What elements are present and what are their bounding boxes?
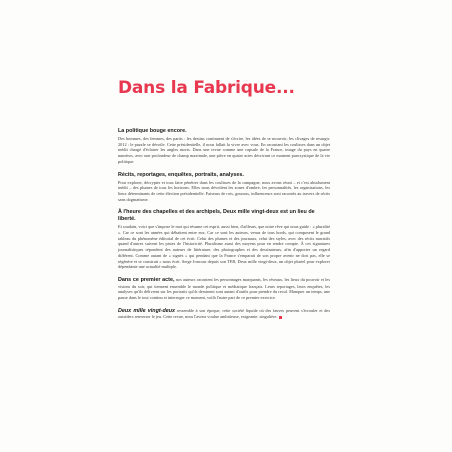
section-heading: À l'heure des chapelles et des archipels, Deux mille vingt-deux est un lieu de liberté. [118, 209, 315, 223]
section-closing [118, 308, 330, 320]
section-reports [118, 172, 330, 203]
article-body [118, 128, 330, 327]
inline-lead: Dans ce premier acte, [118, 276, 175, 283]
page-title: Dans la Fabrique... [118, 78, 295, 98]
inline-lead: Deux mille vingt-deux [118, 307, 176, 314]
section-paragraph [118, 277, 330, 301]
section-heading: La politique bouge encore. [118, 128, 187, 134]
section-heading: Récits, reportages, enquêtes, portraits, analyses. [118, 171, 244, 178]
section-paragraph: Et soudain, voici que s'impose le mot qui résume cet esprit, aussi bien, d'ailleurs, que notre rêve qui nous guide : « pluralité ». Car ce sont les années qui débattent entre eux. Car ce sont les auteurs, venus de tous bords, qui composent le grand tableau du phénomène éditorial de cet écrit. Celui des plumes et des journaux, celui des styles, avec des récits narratifs quand d'autres suivent les pistes de l'historicité. Pluralisme aussi des moyens pour en rendre compte. À ces signatures journalistiques répondent des auteurs de littérature, des photographes et des dessinateurs, afin d'apporter un regard différent. Comme autant de « signés » qui pendant que la France s'emparait de son propre avenir ne dort pas, elle se régénère et se construit « nous écrit. Serge Joncour depuis son TER, Deux mille vingt-deux, un objet pluriel pour explorer dépendante une actualité multiple. [118, 224, 330, 270]
section-paragraph: Des hommes, des femmes, des partis : les destins continuent de s'écrire, les idées de se mouvoir, les clivages de resurgir. 2012 : le puzzle se dévoile. Cette présidentielle, il nous fallait la vivre avec vous. En racontant les coulisses dans un objet inédit chargé d'éclairer les angles morts. Dans une revue comme une capsule de la France, image du pays en quatre numéros, avec une profondeur de champ maximale, une pièce en quatre actes décrivant ce moment paroxystique de la vie politique. [118, 136, 330, 164]
section-first-act [118, 277, 330, 301]
section-paragraph: Pour explorer, décrypter et tous faire pénétrer dans les coulisses de la campagne, nous avons réuni – et c'est absolument inédit – des plumes de tous les horizons. Elles nous dévoilent les zones d'ombre, les personnalités, les organisations, les lieux déterminants de cette élection présidentielle. Faiseurs de rois, gourous, influenceurs sont racontés au travers de récits sans dogmatisme. [118, 179, 330, 202]
section-politics [118, 128, 330, 165]
inline-body: nos auteurs racontent les personnages marquants, les réseaux, les lieux du pouvoir et les visions du soir, qui tiennent ensemble le monde politique et médiatique français. Leurs reportages, leurs enquêtes, les analyses qu'ils délivrent sur les portraits qu'ils dessinent sont autant d'outils pour prendre du recul. Manquer un temps, une pause dans le tout continu et interroger ce moment, voilà l'autre pari de ce premier exercice. [118, 276, 331, 301]
end-mark-icon [279, 316, 282, 319]
section-paragraph [118, 308, 330, 320]
inline-body: ressemble à son époque, cette société liquide où des fauves peuvent s'écrouler et des outsiders renverser le jeu. Cette revue, nous l'avons voulue ambitieuse, exigeante, singulière. [118, 307, 330, 320]
section-freedom [118, 209, 330, 270]
